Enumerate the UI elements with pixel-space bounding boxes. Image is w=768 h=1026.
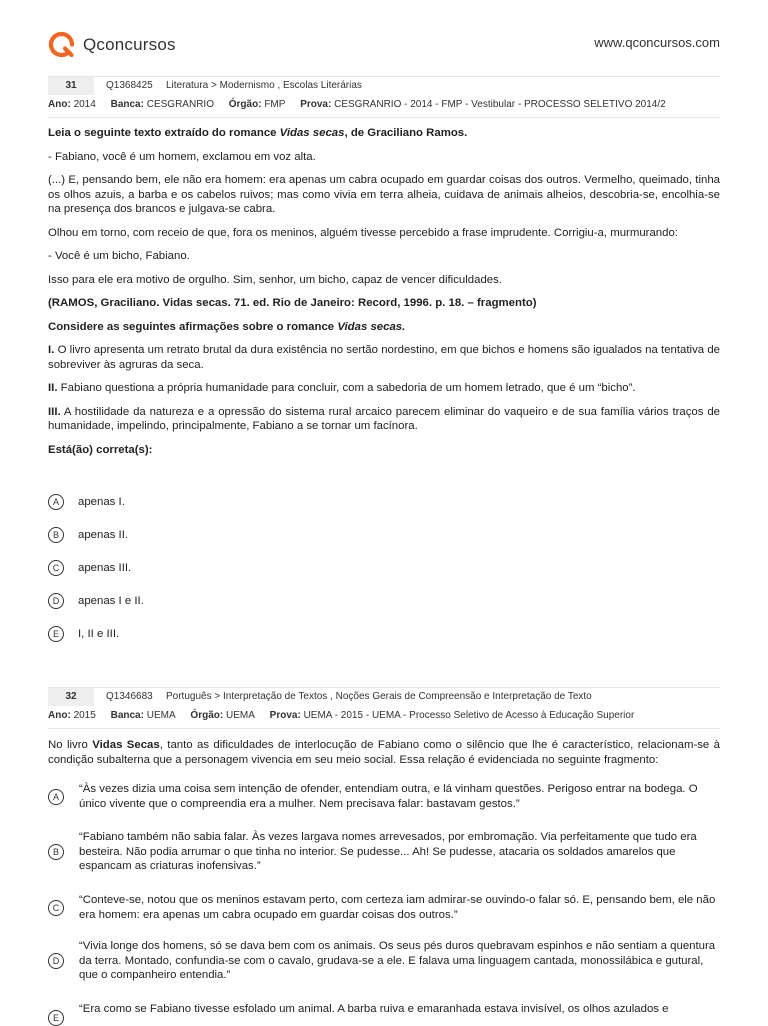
logo[interactable] [48,31,176,58]
option-letter[interactable]: E [48,626,64,642]
banca-value: UEMA [146,710,176,721]
orgao-label: Órgão: [190,710,224,721]
text-paragraph: - Você é um bicho, Fabiano. [48,250,190,262]
banca-value: CESGRANRIO [146,99,214,110]
option-c[interactable] [48,893,720,922]
statement-i: I. O livro apresenta um retrato brutal da dura existência no sertão nordestino, em que bichos e homens são igualados na tentativa de sobreviver às agruras da seca. [48,344,720,371]
orgao-label: Órgão: [228,99,262,110]
option-letter[interactable]: D [48,593,64,609]
question-31-body [48,126,720,457]
question-number: 31 [48,77,94,95]
option-text[interactable]: I, II e III. [78,628,120,640]
option-text[interactable]: apenas I e II. [78,595,144,607]
option-letter[interactable]: A [48,494,64,510]
option-text[interactable]: “Às vezes dizia uma coisa sem intenção de ofender, entendiam outra, e lá vinham questões. Perigoso entrar na bodega. O único vivente que o compreendia era a mulher. Nem precisava falar: bastavam gestos.” [79,783,698,810]
option-b[interactable] [48,527,128,543]
option-e[interactable] [48,1002,720,1026]
question-number: 32 [48,688,94,706]
question-id[interactable]: Q1346683 [106,691,153,702]
option-text[interactable]: “Era como se Fabiano tivesse esfolado um animal. A barba ruiva e emaranhada estava invisível, os olhos azulados e [79,1003,669,1015]
option-letter[interactable]: C [48,560,64,576]
ano-label: Ano: [48,99,71,110]
question-32-stem [48,738,720,767]
question-meta [48,710,720,729]
brand-name: Qconcursos [83,34,176,54]
text-consider: Considere as seguintes afirmações sobre o romance Vidas secas. [48,320,406,333]
prova-value: CESGRANRIO - 2014 - FMP - Vestibular - PROCESSO SELETIVO 2014/2 [334,99,666,110]
text-paragraph: Isso para ele era motivo de orgulho. Sim, senhor, um bicho, capaz de vencer dificuldades. [48,273,502,286]
question-header [48,687,720,708]
statement-iii: III. A hostilidade da natureza e a opressão do sistema rural arcaico parecem eliminar do vaqueiro e de sua família vários traços de humanidade, impelindo, principalmente, Fabiano a se tornar um facínora. [48,405,720,432]
prova-label: Prova: [300,99,332,110]
option-b[interactable] [48,830,720,874]
qconcursos-logo-icon [48,31,75,58]
banca-label: Banca: [110,710,144,721]
ano-value: 2014 [73,99,96,110]
question-32-options [48,782,720,1024]
text-reference: (RAMOS, Graciliano. Vidas secas. 71. ed. Rio de Janeiro: Record, 1996. p. 18. – fragmento) [48,297,537,309]
option-c[interactable] [48,560,131,576]
ano-label: Ano: [48,710,71,721]
option-letter[interactable]: E [48,1010,64,1026]
option-letter[interactable]: A [48,789,64,805]
ano-value: 2015 [73,710,96,721]
option-text[interactable]: apenas III. [78,562,132,574]
option-letter[interactable]: B [48,527,64,543]
text-paragraph: (...) E, pensando bem, ele não era homem: era apenas um cabra ocupado em guardar coisas dos outros. Vermelho, queimado, tinha os olhos azuis, a barba e os cabelos ruivos; mas como vivia em terra alheia, cuidava de animais alheios, descobria-se, encolhia-se na presença dos brancos e julgava-se cabra. [48,174,720,215]
question-meta [48,99,720,118]
text-paragraph: - Fabiano, você é um homem, exclamou em voz alta. [48,150,316,163]
question-id[interactable]: Q1368425 [106,80,153,91]
text-intro: Leia o seguinte texto extraído do romance Vidas secas, de Graciliano Ramos. [48,127,468,139]
question-32 [48,687,720,729]
orgao-value: FMP [264,99,286,110]
option-letter[interactable]: D [48,953,64,969]
option-letter[interactable]: C [48,900,64,916]
option-a[interactable] [48,782,720,811]
option-text[interactable]: apenas I. [78,496,125,508]
option-letter[interactable]: B [48,844,64,860]
question-prompt: Está(ão) correta(s): [48,443,153,456]
question-header [48,76,720,97]
option-text[interactable]: “Fabiano também não sabia falar. Às vezes largava nomes arrevesados, por embromação. Via perfeitamente que tudo era besteira. Não podia arrumar o que tinha no interior. Se pudesse... Ah! Se pudesse, atacaria os soldados amarelos que espancam as criaturas inofensivas.” [79,831,697,872]
text-paragraph: Olhou em torno, com receio de que, fora os meninos, alguém tivesse percebido a frase imprudente. Corrigiu-a, murmurando: [48,226,678,239]
option-text[interactable]: apenas II. [78,529,129,541]
prova-value: UEMA - 2015 - UEMA - Processo Seletivo de Acesso à Educação Superior [303,710,635,721]
question-stem: No livro Vidas Secas, tanto as dificuldades de interlocução de Fabiano como o silêncio que lhe é característico, relacionam-se à condição subalterna que a personagem vivencia em seu meio social. Essa relação é evidenciada no seguinte fragmento: [48,739,720,766]
question-subject: Português > Interpretação de Textos , Noções Gerais de Compreensão e Interpretação de Texto [166,691,592,702]
option-text[interactable]: “Vivia longe dos homens, só se dava bem com os animais. Os seus pés duros quebravam espinhos e não sentiam a quentura da terra. Montado, confundia-se com o cavalo, grudava-se a ele. E falava uma linguagem cantada, monossilábica e gutural, que o companheiro entendia.” [79,940,716,981]
question-31-options [48,494,720,654]
site-url[interactable]: www.qconcursos.com [594,35,720,50]
page-header [0,0,768,72]
option-d[interactable] [48,939,720,983]
prova-label: Prova: [269,710,301,721]
question-31 [48,76,720,118]
option-a[interactable] [48,494,125,510]
question-subject: Literatura > Modernismo , Escolas Literárias [166,80,362,91]
option-text[interactable]: “Conteve-se, notou que os meninos estavam perto, com certeza iam admirar-se ouvindo-o falar só. E, pensando bem, ele não era homem: era apenas um cabra ocupado em guardar coisas dos outros.” [79,894,716,921]
option-e[interactable] [48,626,119,642]
orgao-value: UEMA [225,710,255,721]
option-d[interactable] [48,593,144,609]
banca-label: Banca: [110,99,144,110]
statement-ii: II. Fabiano questiona a própria humanidade para concluir, com a sabedoria de um homem letrado, que é um “bicho”. [48,382,636,394]
